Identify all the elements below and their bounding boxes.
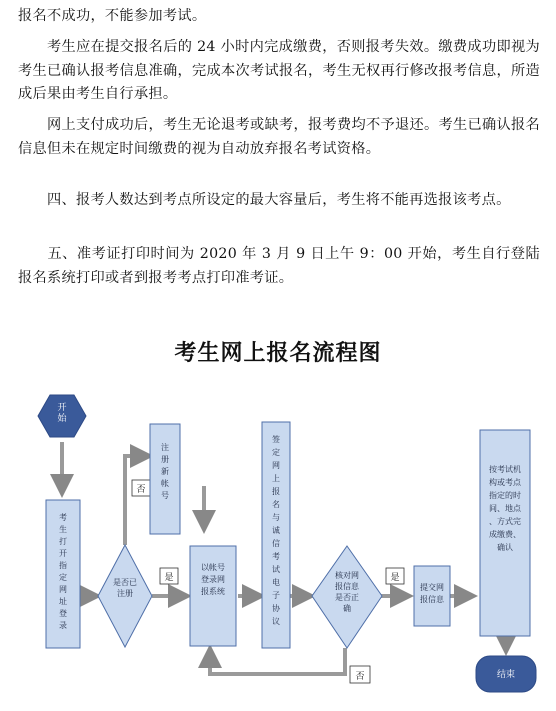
- check-label: 核对网报信息是否正确: [335, 571, 359, 613]
- start-label: 开始: [57, 403, 67, 424]
- arrow-check-no-to-login: [210, 648, 345, 674]
- paragraph-3: 网上支付成功后，考生无论退考或缺考，报考费均不予退还。考生已确认报名信息但未在规定时间缴费的视为自动放弃报名考试资格。: [18, 117, 540, 157]
- paragraph-2: 考生应在提交报名后的 24 小时内完成缴费，否则报考失效。缴费成功即视为考生已确认报考信息准确，完成本次考试报名，考生无权再行修改报考信息，所造成后果由考生自行承担。: [18, 39, 540, 103]
- payment-label: 按考试机构或考点指定的时间、地点、方式完成缴费、确认: [489, 465, 521, 552]
- open-site-label: 考生打开指定网址登录: [59, 513, 67, 630]
- submit-label: 提交网报信息: [420, 583, 444, 604]
- flowchart-title: 考生网上报名流程图: [174, 341, 382, 366]
- arrow-registered-no-to-register: [125, 456, 150, 545]
- answer-yes-1: 是: [164, 573, 174, 583]
- answer-no-1: 否: [136, 485, 146, 495]
- answer-yes-2: 是: [390, 573, 400, 583]
- paragraph-1: 报名不成功，不能参加考试。: [18, 8, 207, 24]
- paragraph-4: 四、报考人数达到考点所设定的最大容量后，考生将不能再选报该考点。: [18, 192, 511, 208]
- sign-agreement-label: 签定网上报名与诚信考试电子协议: [272, 435, 280, 626]
- end-label: 结束: [496, 670, 516, 680]
- answer-no-2: 否: [355, 672, 365, 682]
- paragraph-5: 五、准考证打印时间为 2020 年 3 月 9 日上午 9：00 开始，考生自行登陆报名系统打印或者到报考考点打印准考证。: [18, 246, 540, 286]
- register-label: 注册新帐号: [161, 443, 169, 500]
- login-node: [190, 546, 236, 646]
- registered-label: 是否已注册: [113, 578, 137, 598]
- login-label: 以帐号登录网报系统: [201, 563, 225, 596]
